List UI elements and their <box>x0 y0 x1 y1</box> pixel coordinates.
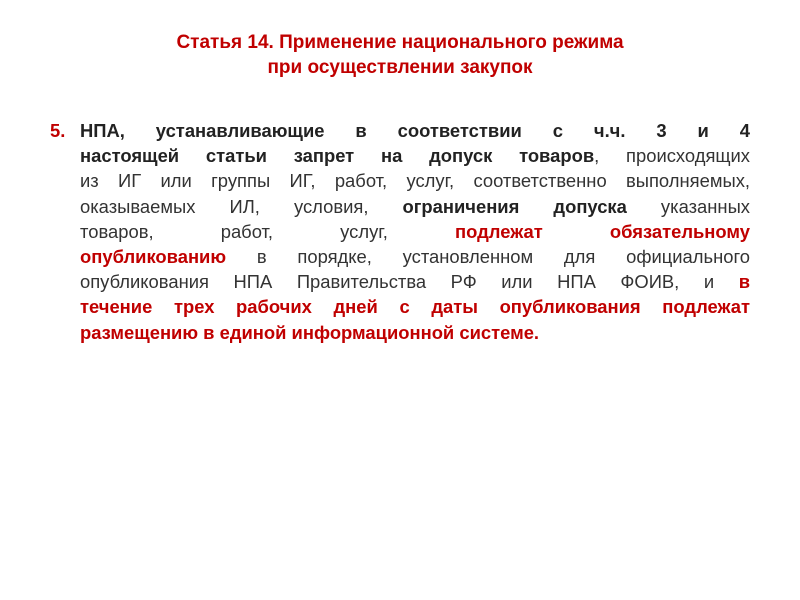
bold-text: ограничения допуска <box>402 195 627 217</box>
body-text: в порядке, установленном для официального <box>226 246 750 268</box>
paragraph-line <box>50 118 750 143</box>
paragraph-line <box>50 244 750 269</box>
title-line-1: Статья 14. Применение национального режима <box>176 32 624 53</box>
paragraph-line <box>50 320 750 345</box>
item-number: 5. <box>50 120 66 141</box>
body-text: , происходящих <box>594 145 751 167</box>
highlighted-text: опубликованию <box>80 246 227 268</box>
body-text: оказываемых ИЛ, условия, <box>80 195 403 217</box>
highlighted-text: подлежат обязательному <box>455 220 751 242</box>
title-line-2: при осуществлении закупок <box>267 57 533 78</box>
slide-title <box>0 30 800 80</box>
paragraph-line <box>50 143 750 168</box>
highlighted-text: размещению в единой информационной системе. <box>80 321 540 343</box>
paragraph-line <box>50 194 750 219</box>
paragraph-line <box>50 269 750 294</box>
highlighted-text: течение трех рабочих дней с даты опубликования подлежат <box>80 296 750 318</box>
body-text: указанных <box>626 195 750 217</box>
bold-text: настоящей статьи запрет на допуск товаров <box>80 145 595 167</box>
bold-text: НПА, устанавливающие в соответствии с ч.ч. 3 и 4 <box>80 120 750 141</box>
paragraph-line <box>50 219 750 244</box>
body-text: опубликования НПА Правительства РФ или НПА ФОИВ, и <box>80 271 739 293</box>
paragraph-line <box>50 168 750 193</box>
body-text: товаров, работ, услуг, <box>80 220 456 242</box>
article-paragraph <box>50 118 750 345</box>
paragraph-line <box>50 294 750 319</box>
highlighted-text: в <box>738 271 750 293</box>
body-text: из ИГ или группы ИГ, работ, услуг, соответственно выполняемых, <box>80 170 750 192</box>
